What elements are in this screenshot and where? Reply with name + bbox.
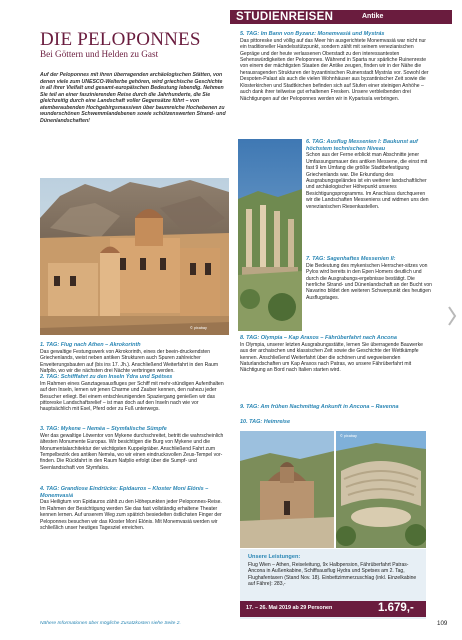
section-header-title: STUDIENREISEN	[236, 11, 334, 23]
day-7-number: 7. TAG:	[306, 256, 326, 262]
day-9-number: 9. TAG:	[240, 404, 260, 410]
price-amount: 1.679,-	[378, 602, 414, 614]
section-header-subtitle: Antike	[362, 13, 384, 20]
page-subtitle: Bei Göttern und Helden zu Gast	[40, 49, 159, 59]
day-5-text: Das pittoreske und völlig auf das Meer hin ausgerichtete Monemvasiá war nicht nur ein traditioneller Handelsstützpunkt, sondern zählt mit seinem venezianischen Gepräge und der heute verlassenen Oberstadt zu den interessantesten Sehenswürdigkeiten der Peloponnes. Während in Sparta nur spärliche Ruinenreste von einem der mächtigsten Staaten der Antike zeugen, finden wir in der Nähe die herausragenden Strukturen der byzantinischen Ruinenstadt Mystrás vor. Sowohl der Despoten-Palast als auch die vielen Wohnhäuser aus byzantinischer Zeit sowie die Klosterkirchen und Stadtkirchen befinden sich auf Stufen einer steinigen Anhöhe – auch dank ihrer teilweise gut erhaltenen Fresken. Unsere verbleibenden drei Nächtigungen auf der Peloponnes werden wir in Kyparissía verbringen.	[240, 37, 429, 102]
day-7-text: Die Bedeutung des mykenischen Herrscher-sitzes von Pylos wird bereits in den Epen Homers deutlich und durch die Ausgrabungs-ergebnisse bestätigt. Die herrliche Strand- und Dünenlandschaft an der Bucht von Navarino bildet den weiteren Schwerpunkt des heutigen Ausflugstages.	[306, 262, 432, 301]
day-4-number: 4. TAG:	[40, 486, 60, 492]
day-5-number: 5. TAG:	[240, 31, 260, 37]
page-number: 109	[437, 620, 448, 627]
day-1-number: 1. TAG:	[40, 342, 60, 348]
day-4-block	[40, 486, 228, 531]
intro-paragraph: Auf der Peloponnes mit ihren überragenden archäologischen Stätten, von denen viele zum UNESCO-Welterbe gehören, wird griechische Geschichte in all ihrer Vielfalt und gesamt-europäischen Bedeutung lebendig. Nehmen Sie teil an einer faszinierenden Reise durch die Jahrhunderte, die Sie gleichzeitig durch eine Landschaft voller Gegensätze führt – von atemberaubenden Hochgebirgsmassiven über baumreiche Hochebenen zu wunderschönen Schwemmlandebenen sowie schützenswerten Strand- und Dünenlandschaften!	[40, 72, 226, 124]
day-6-block	[306, 139, 432, 210]
day-2-number: 2. TAG:	[40, 374, 60, 380]
chevron-right-icon[interactable]	[447, 305, 457, 332]
church-illustration	[240, 431, 334, 548]
day-6-title: Ausflug Messenien I: Baukunst auf höchstem technischen Niveau	[306, 139, 418, 152]
day-8-title: Olympia – Kap Araxos – Fährüberfahrt nach Ancona	[260, 335, 397, 341]
photo-credit-theater: © pixabay	[340, 434, 357, 438]
day-8-number: 8. TAG:	[240, 335, 260, 341]
day-10-title: Heimreise	[263, 419, 291, 425]
day-7-block	[306, 256, 432, 301]
day-6-text: Schon aus der Ferne erblickt man Abschnitte jener Umfassungsmauer des antiken Messene, die einst mit fast 9 km Umfang die größte Stadtbefestigung Griechenlands war. Die Erkundung des Ausgrabungsgeländes ist ein weiterer landschaftlicher und archäologischer Höhepunkt unseres Besichtigungsprogramms. Im Anschluss durchqueren wir die Landschaften Messeniens und widmen uns den venezianischen Riesenkastellen.	[306, 152, 429, 210]
day-1-title: Flug nach Athen – Akrokorinth	[60, 342, 141, 348]
ruins-illustration	[238, 139, 302, 331]
day-3-title: Mykene – Neméa – Stymfalische Sümpfe	[60, 426, 167, 432]
monastery-illustration	[40, 178, 229, 335]
services-text: Flug Wien – Athen, Reiseleitung, 9x Halbpension, Fährüberfahrt Patras-Ancona in Außenkabine, Schiffsausflug Hydra und Spetses am 2. Tag, Flughafentaxen (Stand Nov. 18). Einbettzimmerzuschlag (inkl. Einzelkabine auf Fähre): 283,-	[248, 562, 417, 587]
day-6-number: 6. TAG:	[306, 139, 326, 145]
theater-photo	[336, 431, 426, 548]
services-price-box	[240, 549, 426, 619]
page-title: DIE PELOPONNES	[40, 29, 201, 50]
day-2-block	[40, 374, 228, 413]
church-photo	[240, 431, 334, 548]
day-5-block	[240, 31, 430, 102]
day-7-title: Sagenhaftes Messenien II:	[326, 256, 396, 262]
footer-note: Nähere Informationen über mögliche Zusatzkosten siehe Seite 2.	[40, 621, 181, 626]
monastery-photo	[40, 178, 229, 335]
day-10-block	[240, 419, 430, 426]
day-1-block	[40, 342, 228, 374]
theater-illustration	[336, 431, 426, 548]
day-3-number: 3. TAG:	[40, 426, 60, 432]
day-8-text: In Olympia, unserer letzten Ausgrabungsstätte, lernen Sie überragende Bauwerke aus der archaischen und klassischen Zeit sowie die Geschichte der Wettkämpfe kennen. Anschließend Weiterfahrt über die schönen und wegweisenden Naturlandschaften um Kap Araxos nach Patras, wo unsere Fährüberfahrt mit Nächtigung an Bord nach Italien starten wird.	[240, 341, 423, 374]
day-2-title: Schifffahrt zu den Inseln Ýdra und Spétses	[60, 374, 173, 380]
day-2-text: Im Rahmen eines Ganztagesausfluges per Schiff mit mehr-stündigen Aufenthalten auf den Inseln, lernen wir jenen Charme und Zauber kennen, den nahezu jeder Besucher erliegt. Bei einem entschleunigenden Spaziergang genießen wir das pittoreske Landschaftsrelief – ist man doch auf den Inseln nach wie vor hauptsächlich mit Esel, Pferd oder zu Fuß unterwegs.	[40, 380, 224, 413]
day-5-title: Im Bann von Byzanz: Monemvasiá und Mystrás	[260, 31, 385, 37]
day-8-block	[240, 335, 430, 374]
photo-credit: © pixabay	[190, 326, 207, 330]
day-1-text: Das gewaltige Festungswerk von Akrokorinth, eines der beein-druckendsten Griechenlands, weist neben antiken Strukturen auch Spuren zahlreicher Erweiterungsbauten auf (bis ins 17. Jh.). Anschließend Weiterfahrt in den Raum Nafplio, wo wir die nächsten drei Nächte verbringen werden.	[40, 348, 219, 374]
price-bar	[240, 601, 426, 617]
day-4-text: Das Heiligtum von Epidauros zählt zu den Höhepunkten jeder Peloponnes-Reise. Im Rahmen der Besichtigung werden Sie das fast vollständig erhaltene Theater kennen lernen. Auf unserem Weg zum spätrich besiedelten östlichsten Finger der Peloponnes besuchen wir das Kloster Moní Elónis. Mit Monemvasiá werden wir schließlich unser heutiges Tagesziel erreichen.	[40, 499, 222, 531]
section-header-band	[230, 10, 452, 24]
day-3-block	[40, 426, 228, 471]
day-9-block	[240, 404, 430, 411]
day-4-title: Grandiose Eindrücke: Epidauros – Kloster Moní Elónis – Monemvasiá	[40, 486, 209, 499]
travel-dates: 17. – 26. Mai 2019 ab 29 Personen	[246, 605, 333, 611]
day-10-number: 10. TAG:	[240, 419, 263, 425]
day-9-title: Am frühen Nachmittag Ankunft in Ancona – Ravenna	[260, 404, 399, 410]
services-heading: Unsere Leistungen:	[248, 554, 301, 560]
ruins-photo	[238, 139, 302, 331]
day-3-text: Wer das gewaltige Löwentor von Mykene durchschreitet, betritt die wahrscheinlich ältesten Monumente Europas. Wir besichtigen die Burg von Mykene und die Monumentalarchitektur der wichtigsten Kuppelgräber. Anschließend Fahrt zum Tempelbezirk des antiken Neméa, wo wir einen eindrucksvollen Zeus-Tempel vor-finden. Die Rückfahrt in den Raum Nafplio erfolgt über die Sumpf- und Seenlandschaft von Stymfalos.	[40, 432, 224, 471]
